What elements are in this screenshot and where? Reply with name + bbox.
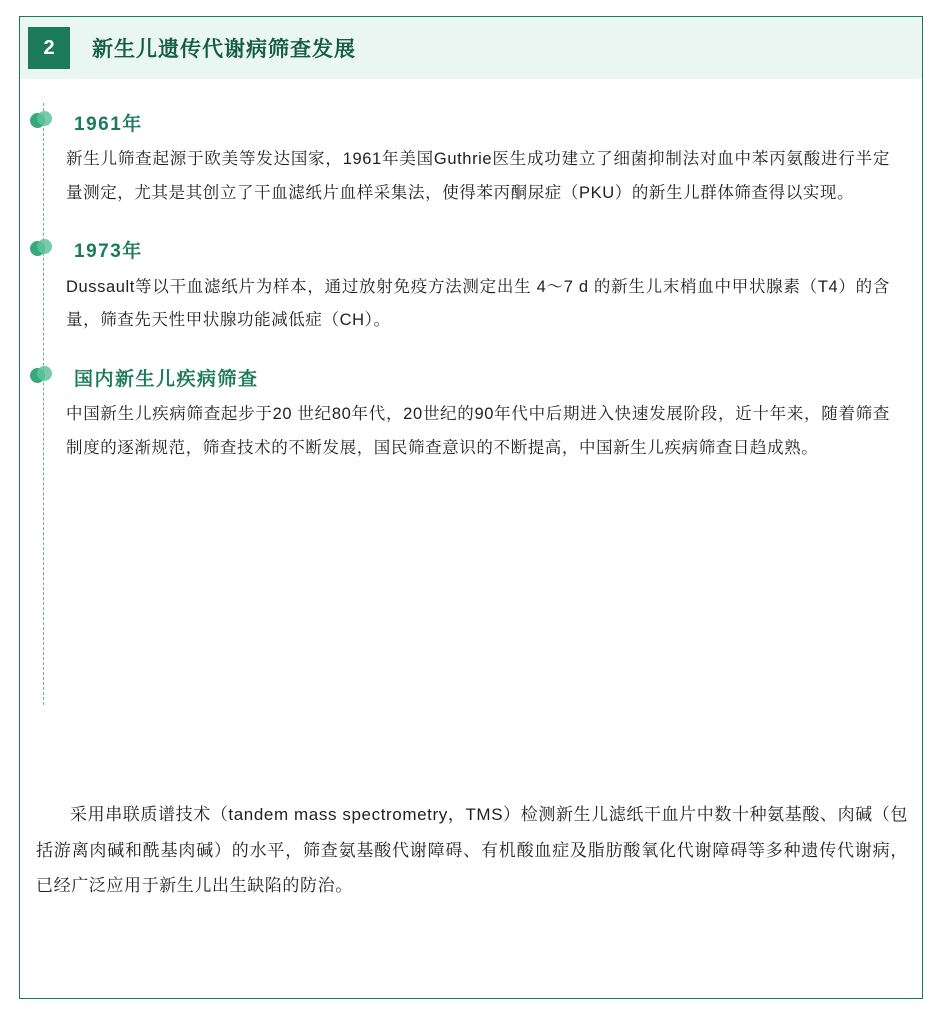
section-number-badge: 2 bbox=[28, 27, 70, 69]
timeline-item-title: 1973年 bbox=[74, 241, 143, 263]
timeline-list bbox=[20, 79, 922, 466]
timeline-item-body: 中国新生儿疾病筛查起步于20 世纪80年代，20世纪的90年代中后期进入快速发展阶段，近十年来，随着筛查制度的逐渐规范，筛查技术的不断发展，国民筛查意识的不断提高，中国新生儿疾病筛查日趋成熟。 bbox=[66, 405, 890, 458]
timeline-item-title: 1961年 bbox=[74, 113, 143, 135]
timeline-item bbox=[20, 233, 922, 339]
section-header bbox=[20, 17, 922, 79]
timeline-item-body: 新生儿筛查起源于欧美等发达国家，1961年美国Guthrie医生成功建立了细菌抑制法对血中苯丙氨酸进行半定量测定，尤其是其创立了干血滤纸片血样采集法，使得苯丙酮尿症（PKU）的新生儿群体筛查得以实现。 bbox=[66, 150, 890, 202]
timeline-item-title: 国内新生儿疾病筛查 bbox=[74, 368, 259, 390]
section-title: 新生儿遗传代谢病筛查发展 bbox=[92, 38, 356, 61]
document-page bbox=[19, 16, 923, 999]
timeline-item-header bbox=[66, 360, 890, 394]
timeline-item-header bbox=[66, 233, 890, 267]
timeline-item-body: Dussault等以干血滤纸片为样本，通过放射免疫方法测定出生 4～7 d 的新生儿末梢血中甲状腺素（T4）的含量，筛查先天性甲状腺功能减低症（CH）。 bbox=[66, 277, 890, 330]
timeline-item bbox=[20, 360, 922, 466]
timeline-dot-icon bbox=[30, 239, 52, 261]
timeline-item-header bbox=[66, 105, 890, 139]
timeline-item bbox=[20, 105, 922, 211]
timeline-dot-icon bbox=[30, 366, 52, 388]
closing-paragraph: 采用串联质谱技术（tandem mass spectrometry，TMS）检测新生儿滤纸干血片中数十种氨基酸、肉碱（包括游离肉碱和酰基肉碱）的水平，筛查氨基酸代谢障碍、有机酸血症及脂肪酸氧化代谢障碍等多种遗传代谢病，已经广泛应用于新生儿出生缺陷的防治。 bbox=[36, 805, 908, 896]
timeline-dot-icon bbox=[30, 111, 52, 133]
